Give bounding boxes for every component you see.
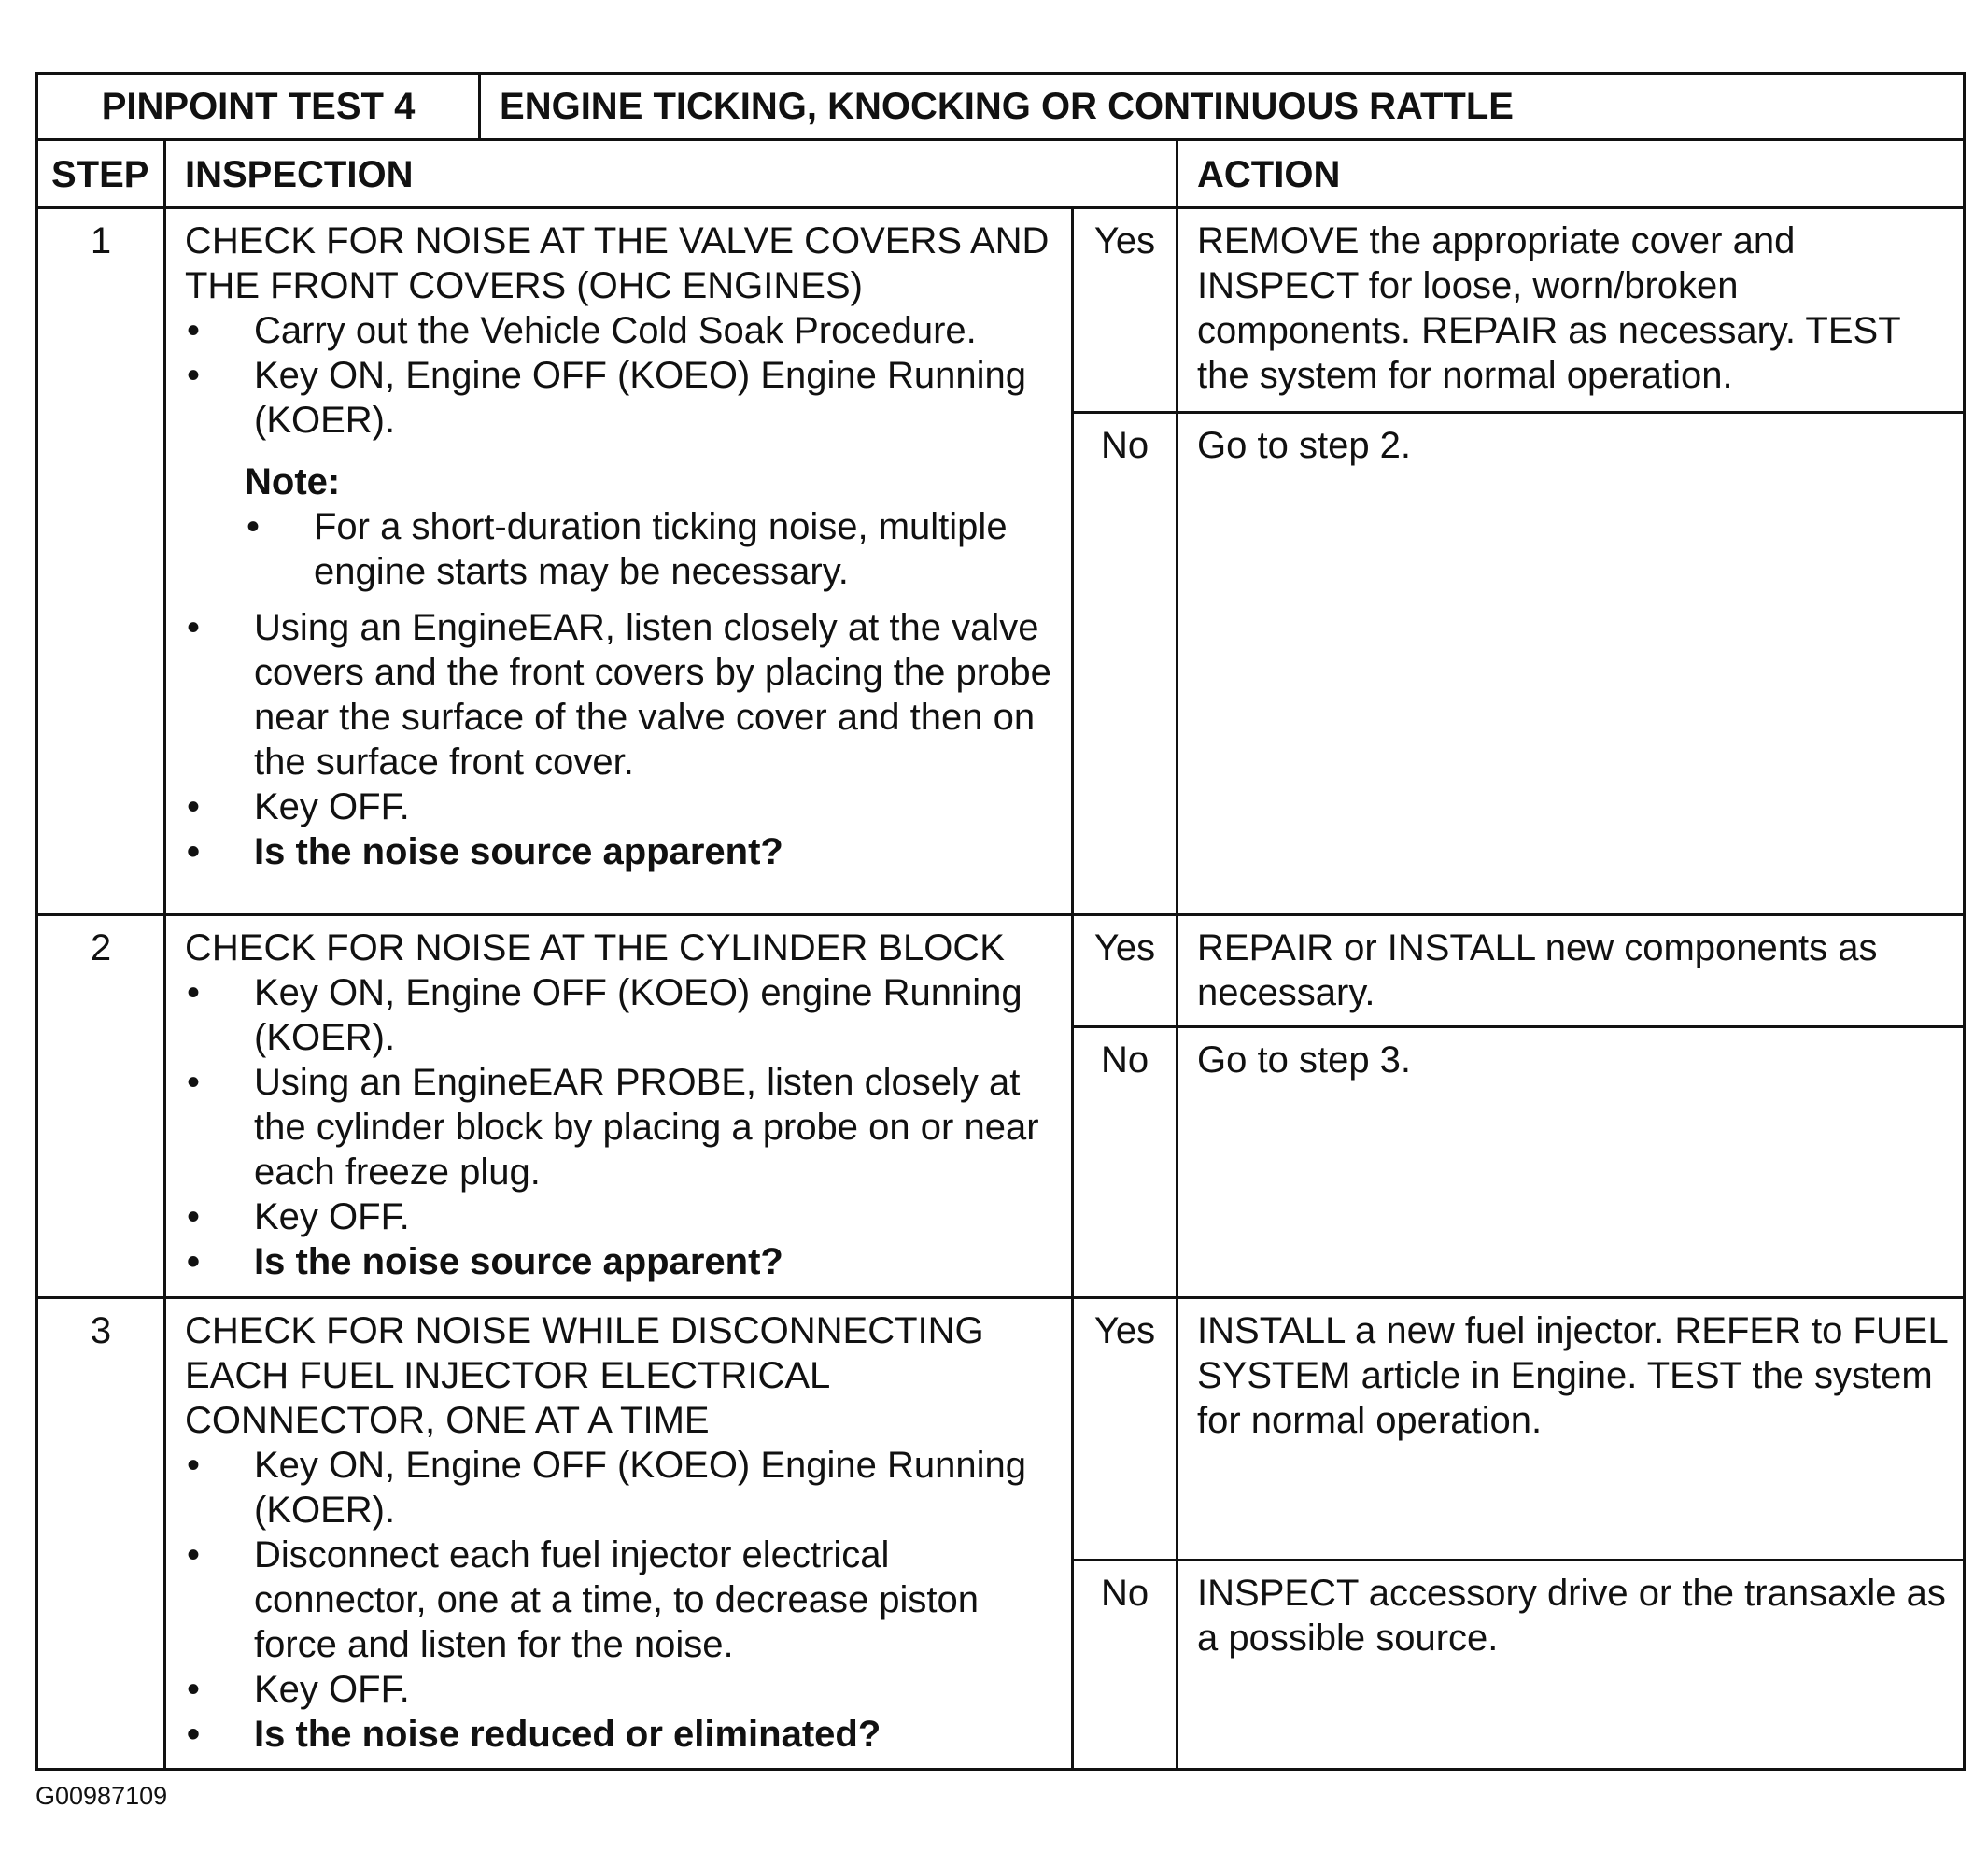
note-block bbox=[245, 459, 1058, 594]
step-2-yes-row bbox=[37, 915, 1965, 1027]
bullet-list bbox=[185, 308, 1058, 443]
yes-label: Yes bbox=[1073, 1298, 1177, 1561]
pinpoint-test-table bbox=[35, 72, 1966, 1771]
no-action: Go to step 3. bbox=[1177, 1027, 1965, 1298]
step-title: CHECK FOR NOISE WHILE DISCONNECTING EACH FUEL INJECTOR ELECTRICAL CONNECTOR, ONE AT A TIME bbox=[185, 1310, 984, 1441]
test-label: PINPOINT TEST 4 bbox=[37, 74, 480, 140]
step-number: 3 bbox=[37, 1298, 165, 1770]
step-number: 2 bbox=[37, 915, 165, 1298]
step-column-header: STEP bbox=[37, 140, 165, 208]
step-1-inspection bbox=[165, 208, 1073, 915]
yes-action: REMOVE the appropriate cover and INSPECT for loose, worn/broken components. REPAIR as necessary. TEST the system for normal operation. bbox=[1177, 208, 1965, 413]
list-item: • Using an EngineEAR, listen closely at the valve covers and the front covers by placing the probe near the surface of the valve cover and then on the surface front cover. bbox=[185, 605, 1058, 784]
list-item: • For a short-duration ticking noise, multiple engine starts may be necessary. bbox=[245, 504, 1058, 594]
step-question: • Is the noise source apparent? bbox=[185, 829, 1058, 874]
yes-action: INSTALL a new fuel injector. REFER to FUEL SYSTEM article in Engine. TEST the system for normal operation. bbox=[1177, 1298, 1965, 1561]
yes-label: Yes bbox=[1073, 208, 1177, 413]
list-item: • Key OFF. bbox=[185, 784, 1058, 829]
yes-action: REPAIR or INSTALL new components as necessary. bbox=[1177, 915, 1965, 1027]
action-column-header: ACTION bbox=[1177, 140, 1965, 208]
list-item: • Carry out the Vehicle Cold Soak Procedure. bbox=[185, 308, 1058, 353]
column-header-row bbox=[37, 140, 1965, 208]
bullet-list bbox=[185, 1443, 1058, 1757]
inspection-column-header: INSPECTION bbox=[165, 140, 1177, 208]
list-item: • Key ON, Engine OFF (KOEO) Engine Running (KOER). bbox=[185, 1443, 1058, 1533]
test-title: ENGINE TICKING, KNOCKING OR CONTINUOUS RATTLE bbox=[480, 74, 1965, 140]
step-3-yes-row bbox=[37, 1298, 1965, 1561]
step-title: CHECK FOR NOISE AT THE CYLINDER BLOCK bbox=[185, 927, 1005, 968]
no-action: Go to step 2. bbox=[1177, 413, 1965, 915]
step-question: • Is the noise source apparent? bbox=[185, 1239, 1058, 1284]
note-bullet-list bbox=[245, 504, 1058, 594]
note-title: Note: bbox=[245, 461, 341, 502]
list-item: • Key OFF. bbox=[185, 1667, 1058, 1712]
step-3-inspection bbox=[165, 1298, 1073, 1770]
step-2-inspection bbox=[165, 915, 1073, 1298]
figure-id: G00987109 bbox=[35, 1782, 168, 1810]
list-item: • Disconnect each fuel injector electrical connector, one at a time, to decrease piston force and listen for the noise. bbox=[185, 1533, 1058, 1667]
list-item: • Key OFF. bbox=[185, 1194, 1058, 1239]
no-label: No bbox=[1073, 1027, 1177, 1298]
table-title-row bbox=[37, 74, 1965, 140]
list-item: • Using an EngineEAR PROBE, listen closely at the cylinder block by placing a probe on or near each freeze plug. bbox=[185, 1060, 1058, 1194]
step-question: • Is the noise reduced or eliminated? bbox=[185, 1712, 1058, 1757]
step-number: 1 bbox=[37, 208, 165, 915]
yes-label: Yes bbox=[1073, 915, 1177, 1027]
list-item: • Key ON, Engine OFF (KOEO) engine Running (KOER). bbox=[185, 970, 1058, 1060]
no-action: INSPECT accessory drive or the transaxle as a possible source. bbox=[1177, 1561, 1965, 1770]
bullet-list bbox=[185, 605, 1058, 874]
no-label: No bbox=[1073, 1561, 1177, 1770]
no-label: No bbox=[1073, 413, 1177, 915]
bullet-list bbox=[185, 970, 1058, 1284]
list-item: • Key ON, Engine OFF (KOEO) Engine Running (KOER). bbox=[185, 353, 1058, 443]
step-title: CHECK FOR NOISE AT THE VALVE COVERS AND THE FRONT COVERS (OHC ENGINES) bbox=[185, 220, 1050, 306]
step-1-yes-row bbox=[37, 208, 1965, 413]
